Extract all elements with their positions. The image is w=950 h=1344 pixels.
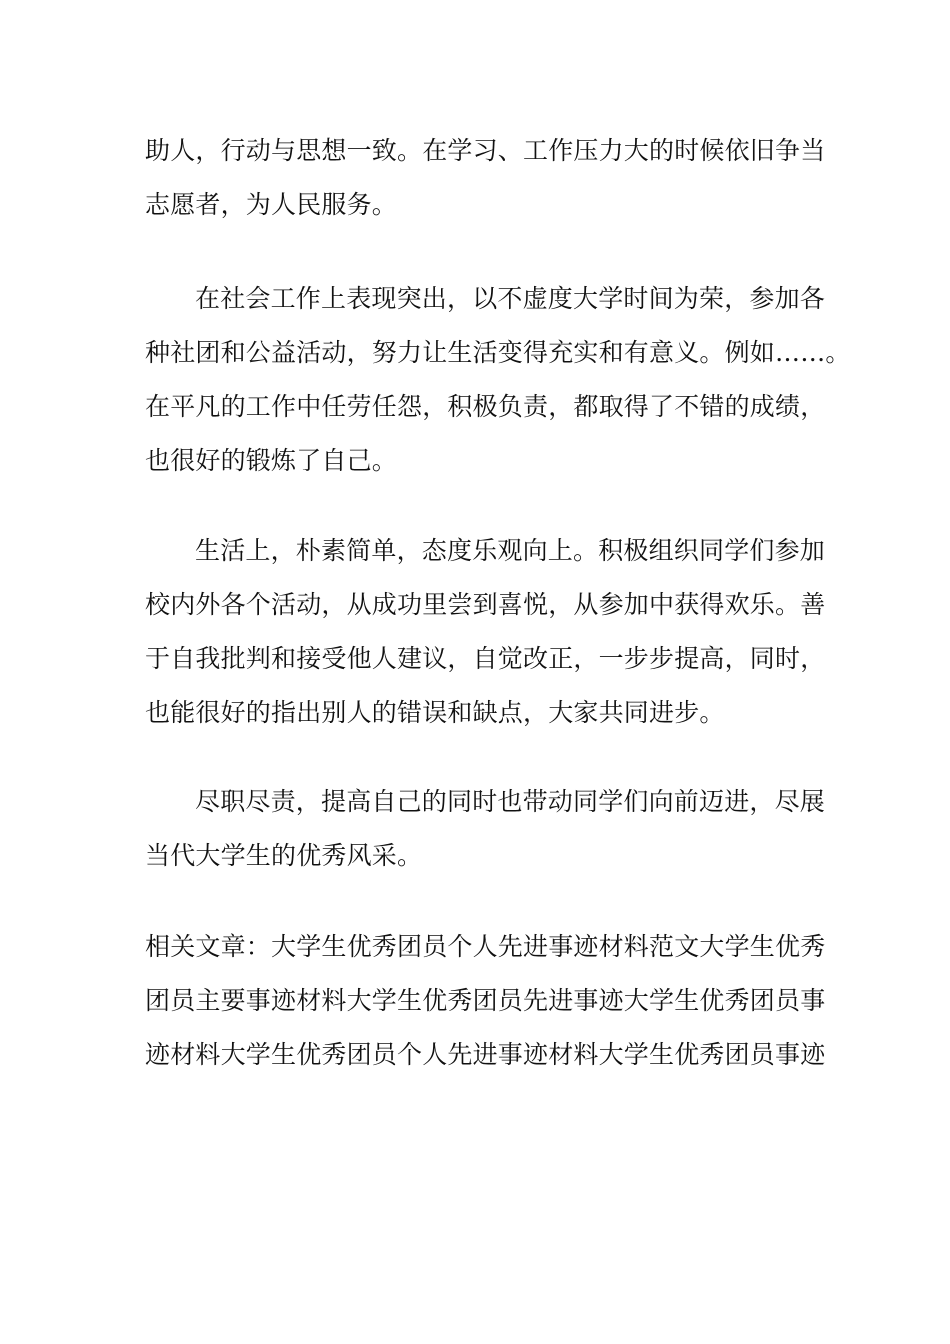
related-articles [145, 920, 825, 1082]
paragraph-volunteer [145, 124, 825, 232]
paragraph-life [145, 524, 825, 740]
text-line: 助人，行动与思想一致。在学习、工作压力大的时候依旧争当 [145, 136, 826, 165]
related-articles-line: 迹材料大学生优秀团员个人先进事迹材料大学生优秀团员事迹 [145, 1040, 826, 1069]
text-line: 也能很好的指出别人的错误和缺点，大家共同进步。 [145, 698, 725, 727]
paragraph-social-work [145, 272, 851, 488]
related-articles-line: 相关文章：大学生优秀团员个人先进事迹材料范文大学生优秀 [145, 932, 826, 961]
text-line: 尽职尽责，提高自己的同时也带动同学们向前迈进，尽展 [195, 787, 826, 816]
related-articles-line: 团员主要事迹材料大学生优秀团员先进事迹大学生优秀团员事 [145, 986, 826, 1015]
text-line: 校内外各个活动，从成功里尝到喜悦，从参加中获得欢乐。善 [145, 590, 826, 619]
text-line: 在平凡的工作中任劳任怨，积极负责，都取得了不错的成绩， [145, 392, 826, 421]
text-line: 也很好的锻炼了自己。 [145, 446, 398, 475]
text-line: 种社团和公益活动，努力让生活变得充实和有意义。例如……。 [145, 338, 851, 367]
text-line: 在社会工作上表现突出，以不虚度大学时间为荣，参加各 [195, 284, 826, 313]
text-line: 生活上，朴素简单，态度乐观向上。积极组织同学们参加 [195, 536, 826, 565]
text-line: 当代大学生的优秀风采。 [145, 841, 423, 870]
text-line: 于自我批判和接受他人建议，自觉改正，一步步提高，同时， [145, 644, 826, 673]
text-line: 志愿者，为人民服务。 [145, 190, 398, 219]
paragraph-duty [145, 775, 825, 883]
